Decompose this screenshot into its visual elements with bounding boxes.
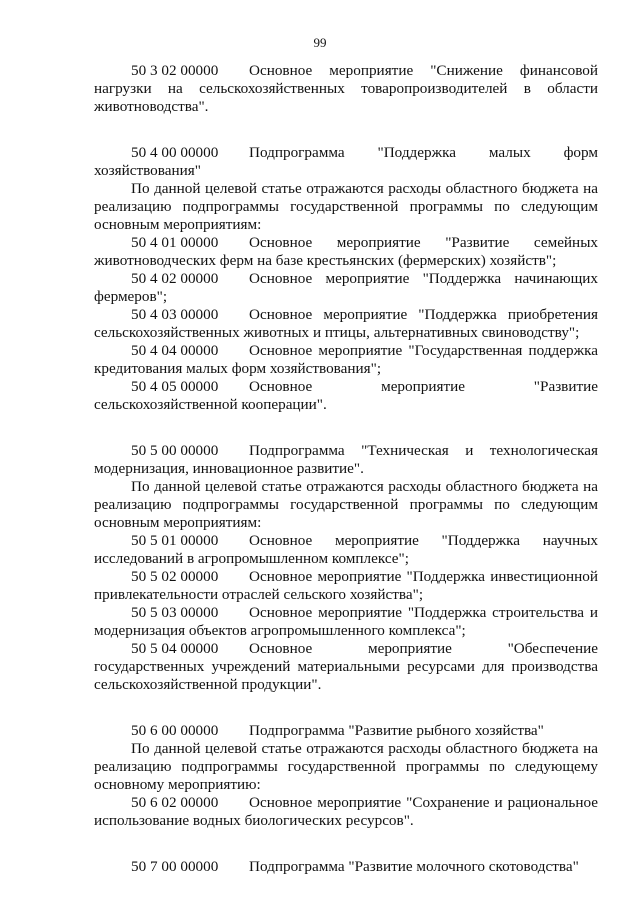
- budget-item-entry: [94, 794, 598, 830]
- subprogram-intro: По данной целевой статье отражаются расходы областного бюджета на реализацию подпрограммы государственной программы по следующим основным мероприятиям:: [94, 478, 598, 531]
- section-subprogram-modernization: [94, 442, 598, 694]
- budget-item-text: Основное мероприятие "Снижение финансовой нагрузки на сельскохозяйственных товаропроизводителей в области животноводства".: [94, 62, 598, 115]
- budget-code: 50 4 04 00000: [131, 342, 219, 359]
- budget-code: 50 5 00 00000: [131, 442, 219, 459]
- budget-item-text: Основное мероприятие "Обеспечение государственных учреждений материальными ресурсами для производства сельскохозяйственной продукции".: [94, 640, 598, 693]
- page-number: 99: [313, 35, 327, 50]
- subprogram-title: Подпрограмма "Техническая и технологическая модернизация, инновационное развитие".: [94, 442, 598, 477]
- section-gap: [94, 694, 598, 722]
- budget-code: 50 3 02 00000: [131, 62, 219, 79]
- subprogram-heading: [94, 442, 598, 478]
- budget-code: 50 5 01 00000: [131, 532, 219, 549]
- budget-item-text: Основное мероприятие "Поддержка научных исследований в агропромышленном комплексе";: [94, 532, 598, 567]
- budget-item-entry: [94, 342, 598, 378]
- subprogram-intro: По данной целевой статье отражаются расходы областного бюджета на реализацию подпрограммы государственной программы по следующему основному мероприятию:: [94, 740, 598, 793]
- section-subprogram-fisheries: [94, 722, 598, 830]
- subprogram-title: Подпрограмма "Развитие молочного скотоводства": [249, 858, 579, 875]
- budget-item-entry: [94, 62, 598, 116]
- section-gap: [94, 830, 598, 858]
- budget-item-text: Основное мероприятие "Поддержка строительства и модернизация объектов агропромышленного комплекса";: [94, 604, 598, 639]
- subprogram-heading: [94, 858, 598, 876]
- budget-code: 50 7 00 00000: [131, 858, 219, 875]
- budget-item-text: Основное мероприятие "Поддержка начинающих фермеров";: [94, 270, 598, 305]
- budget-item-text: Основное мероприятие "Поддержка инвестиционной привлекательности отраслей сельского хозяйства";: [94, 568, 598, 603]
- section-subprogram-small-farms: [94, 144, 598, 414]
- subprogram-heading: [94, 144, 598, 180]
- budget-item-text: Основное мероприятие "Развитие сельскохозяйственной кооперации".: [94, 378, 598, 413]
- budget-code: 50 4 00 00000: [131, 144, 219, 161]
- budget-code: 50 4 05 00000: [131, 378, 219, 395]
- budget-item-entry: [94, 378, 598, 414]
- section-gap: [94, 116, 598, 144]
- budget-item-text: Основное мероприятие "Развитие семейных животноводческих ферм на базе крестьянских (фермерских) хозяйств";: [94, 234, 598, 269]
- section-continuation: [94, 62, 598, 116]
- budget-code: 50 6 02 00000: [131, 794, 219, 811]
- budget-item-entry: [94, 532, 598, 568]
- section-gap: [94, 414, 598, 442]
- budget-code: 50 6 00 00000: [131, 722, 219, 739]
- budget-item-text: Основное мероприятие "Поддержка приобретения сельскохозяйственных животных и птицы, альтернативных свиноводству";: [94, 306, 598, 341]
- budget-item-text: Основное мероприятие "Сохранение и рациональное использование водных биологических ресурсов".: [94, 794, 598, 829]
- subprogram-heading: [94, 722, 598, 740]
- budget-code: 50 5 03 00000: [131, 604, 219, 621]
- subprogram-title: Подпрограмма "Поддержка малых форм хозяйствования": [94, 144, 598, 179]
- budget-item-entry: [94, 234, 598, 270]
- budget-code: 50 4 02 00000: [131, 270, 219, 287]
- subprogram-title: Подпрограмма "Развитие рыбного хозяйства": [249, 722, 544, 739]
- subprogram-intro: По данной целевой статье отражаются расходы областного бюджета на реализацию подпрограммы государственной программы по следующим основным мероприятиям:: [94, 180, 598, 233]
- budget-code: 50 4 01 00000: [131, 234, 219, 251]
- budget-code: 50 4 03 00000: [131, 306, 219, 323]
- budget-item-entry: [94, 640, 598, 694]
- budget-code: 50 5 02 00000: [131, 568, 219, 585]
- page-body: [94, 62, 598, 876]
- budget-item-entry: [94, 568, 598, 604]
- budget-item-text: Основное мероприятие "Государственная поддержка кредитования малых форм хозяйствования";: [94, 342, 598, 377]
- budget-code: 50 5 04 00000: [131, 640, 219, 657]
- budget-item-entry: [94, 270, 598, 306]
- budget-item-entry: [94, 604, 598, 640]
- budget-item-entry: [94, 306, 598, 342]
- section-subprogram-dairy: [94, 858, 598, 876]
